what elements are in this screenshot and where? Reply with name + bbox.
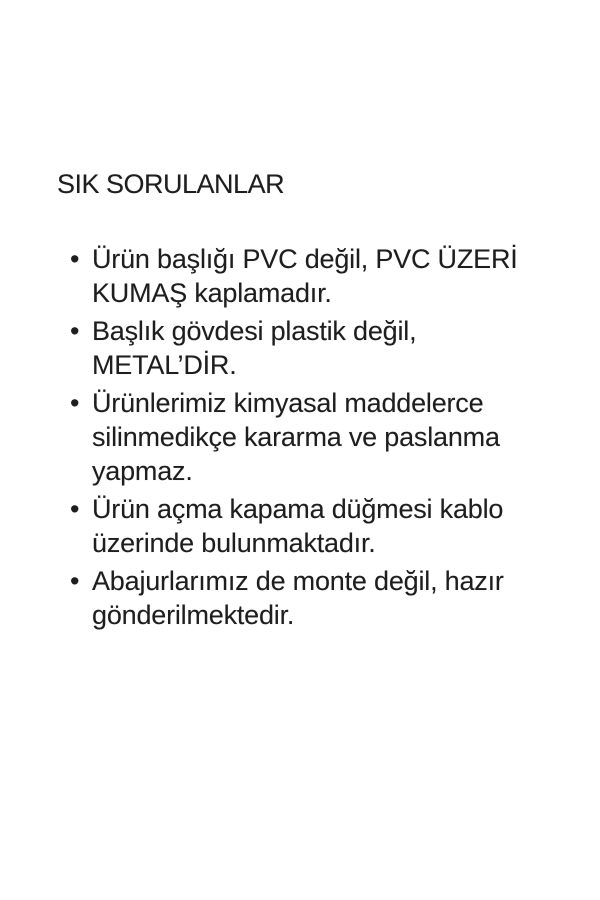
list-item-text: Başlık gövdesi plastik değil, METAL’DİR.: [92, 316, 417, 380]
faq-list: [57, 242, 560, 632]
list-item: [70, 242, 560, 310]
bullet-icon: •: [70, 244, 80, 274]
list-item: [70, 492, 560, 560]
bullet-icon: •: [70, 316, 80, 346]
list-item: [70, 314, 560, 382]
list-item-text: Abajurlarımız de monte değil, hazır gönderilmektedir.: [92, 566, 504, 630]
list-item: [70, 564, 560, 632]
bullet-icon: •: [70, 388, 80, 418]
list-item: [70, 386, 560, 488]
bullet-icon: •: [70, 566, 80, 596]
page-title: SIK SORULANLAR: [57, 169, 285, 199]
list-item-text: Ürün başlığı PVC değil, PVC ÜZERİ KUMAŞ kaplamadır.: [92, 244, 518, 308]
list-item-text: Ürün açma kapama düğmesi kablo üzerinde bulunmaktadır.: [92, 494, 504, 558]
bullet-icon: •: [70, 494, 80, 524]
list-item-text: Ürünlerimiz kimyasal maddelerce silinmedikçe kararma ve paslanma yapmaz.: [92, 388, 500, 486]
